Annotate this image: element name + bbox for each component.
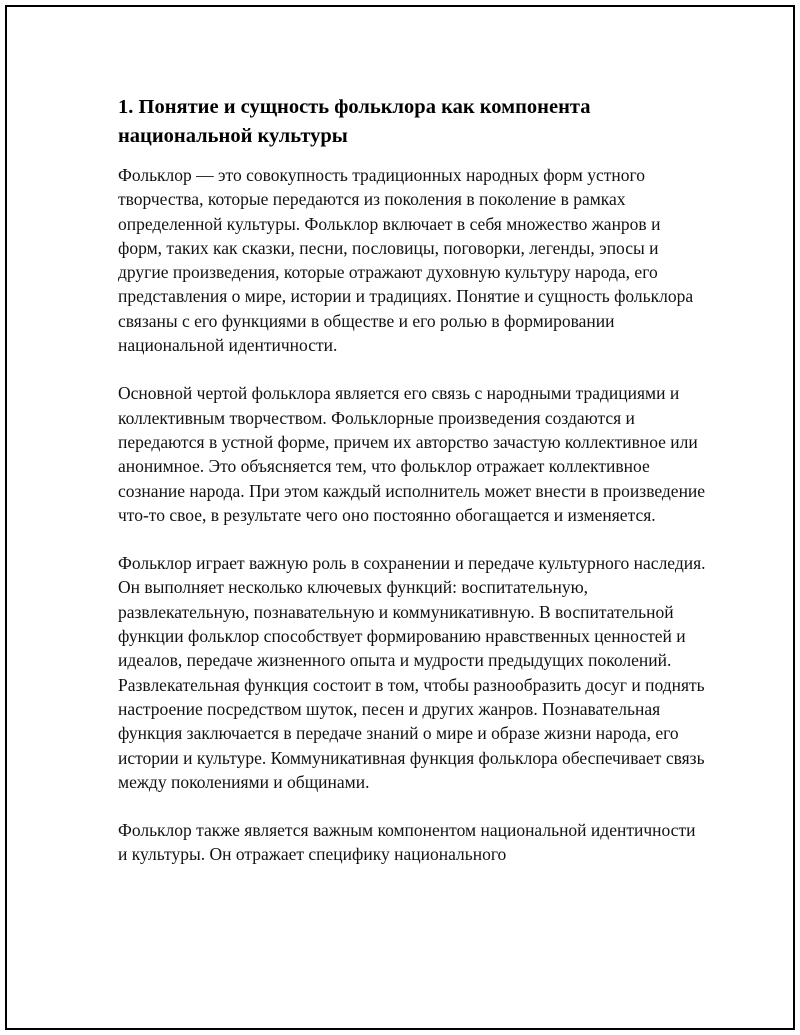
paragraph-4: Фольклор также является важным компонентом национальной идентичности и культуры. Он отражает специфику национального [118, 820, 696, 865]
paragraph-3: Фольклор играет важную роль в сохранении и передаче культурного наследия. Он выполняет несколько ключевых функций: воспитательную, развлекательную, познавательную и коммуникативную. В воспитательной функции фольклор способствует формированию нравственных ценностей и идеалов, передаче жизненного опыта и мудрости предыдущих поколений. Развлекательная функция состоит в том, чтобы разнообразить досуг и поднять настроение посредством шуток, песен и других жанров. Познавательная функция заключается в передаче знаний о мире и образе жизни народа, его истории и культуре. Коммуникативная функция фольклора обеспечивает связь между поколениями и общинами. [118, 553, 706, 792]
document-body [118, 93, 708, 867]
paragraph-1: Фольклор — это совокупность традиционных народных форм устного творчества, которые передаются из поколения в поколение в рамках определенной культуры. Фольклор включает в себя множество жанров и форм, таких как сказки, песни, пословицы, поговорки, легенды, эпосы и другие произведения, которые отражают духовную культуру народа, его представления о мире, истории и традициях. Понятие и сущность фольклора связаны с его функциями в обществе и его ролью в формировании национальной идентичности. [118, 165, 694, 356]
section-heading: 1. Понятие и сущность фольклора как компонента национальной культуры [118, 96, 591, 147]
paragraph-2: Основной чертой фольклора является его связь с народными традициями и коллективным творчеством. Фольклорные произведения создаются и передаются в устной форме, причем их авторство зачастую коллективное или анонимное. Это объясняется тем, что фольклор отражает коллективное сознание народа. При этом каждый исполнитель может внести в произведение что-то свое, в результате чего оно постоянно обогащается и изменяется. [118, 383, 706, 525]
